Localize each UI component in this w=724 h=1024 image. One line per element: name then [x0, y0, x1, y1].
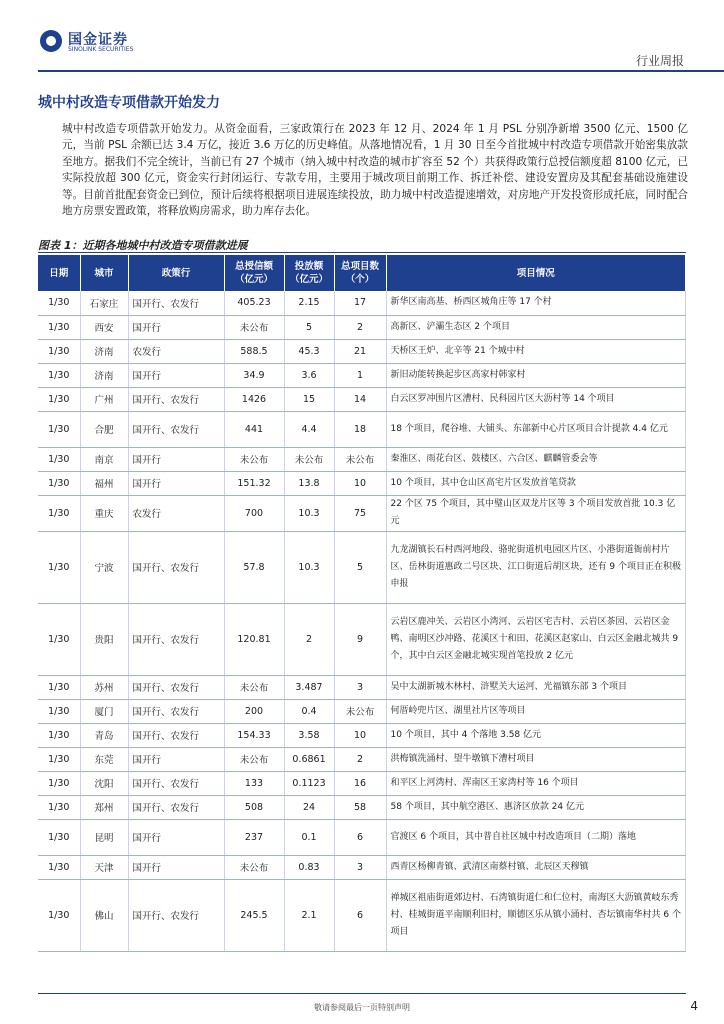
cell-detail: 18 个项目，爬谷堆、大铺头、东部新中心片区项目合计提款 4.4 亿元	[386, 411, 686, 447]
cell-credit: 154.33	[224, 723, 284, 747]
cell-count: 5	[334, 531, 386, 603]
header-detail: 项目情况	[386, 255, 686, 291]
cell-city: 济南	[80, 363, 128, 387]
cell-detail: 高新区、浐灞生态区 2 个项目	[386, 315, 686, 339]
cell-bank: 国开行	[128, 819, 224, 855]
cell-credit: 245.5	[224, 879, 284, 951]
cell-bank: 国开行、农发行	[128, 603, 224, 675]
logo-english-name: SINOLINK SECURITIES	[68, 46, 134, 53]
cell-loan: 15	[284, 387, 334, 411]
header-loan-line2: （亿元）	[289, 274, 328, 285]
cell-count: 75	[334, 495, 386, 531]
cell-count: 14	[334, 387, 386, 411]
page-number: 4	[690, 999, 698, 1013]
cell-detail: 10 个项目，其中 4 个落地 3.58 亿元	[386, 723, 686, 747]
cell-count: 58	[334, 795, 386, 819]
cell-date: 1/30	[38, 819, 80, 855]
cell-loan: 45.3	[284, 339, 334, 363]
cell-loan: 3.6	[284, 363, 334, 387]
cell-city: 济南	[80, 339, 128, 363]
cell-count: 16	[334, 771, 386, 795]
cell-detail: 58 个项目，其中航空港区、惠济区放款 24 亿元	[386, 795, 686, 819]
cell-detail: 和平区上河湾村、浑南区王家湾村等 16 个项目	[386, 771, 686, 795]
cell-detail: 新华区南高基、桥西区城角庄等 17 个村	[386, 291, 686, 315]
cell-loan: 0.1	[284, 819, 334, 855]
cell-date: 1/30	[38, 363, 80, 387]
cell-bank: 国开行、农发行	[128, 675, 224, 699]
cell-credit: 1426	[224, 387, 284, 411]
cell-city: 广州	[80, 387, 128, 411]
table-row	[38, 603, 686, 675]
table-row	[38, 699, 686, 723]
cell-bank: 国开行、农发行	[128, 723, 224, 747]
cell-date: 1/30	[38, 795, 80, 819]
report-type: 行业周报	[635, 54, 684, 68]
cell-city: 重庆	[80, 495, 128, 531]
header-count-line1: 总项目数	[340, 261, 379, 272]
cell-city: 西安	[80, 315, 128, 339]
figure-divider	[38, 252, 686, 253]
cell-loan: 0.1123	[284, 771, 334, 795]
table-row	[38, 387, 686, 411]
cell-loan: 2	[284, 603, 334, 675]
cell-date: 1/30	[38, 447, 80, 471]
cell-date: 1/30	[38, 531, 80, 603]
cell-credit: 588.5	[224, 339, 284, 363]
cell-date: 1/30	[38, 603, 80, 675]
cell-loan: 4.4	[284, 411, 334, 447]
cell-count: 10	[334, 471, 386, 495]
loan-progress-table	[38, 255, 686, 952]
cell-detail: 何厝岭兜片区、湖里社片区等项目	[386, 699, 686, 723]
table-row	[38, 315, 686, 339]
header-loan-line1: 投放额	[294, 261, 324, 272]
cell-credit: 237	[224, 819, 284, 855]
cell-detail: 新旧动能转换起步区高家村韩家村	[386, 363, 686, 387]
cell-bank: 国开行	[128, 363, 224, 387]
cell-credit: 未公布	[224, 855, 284, 879]
cell-credit: 405.23	[224, 291, 284, 315]
cell-detail: 白云区罗冲围片区漕村、民科园片区大沥村等 14 个项目	[386, 387, 686, 411]
cell-detail: 10 个项目，其中仓山区高宅片区发放首笔贷款	[386, 471, 686, 495]
cell-credit: 151.32	[224, 471, 284, 495]
cell-date: 1/30	[38, 471, 80, 495]
cell-credit: 未公布	[224, 675, 284, 699]
cell-count: 9	[334, 603, 386, 675]
cell-bank: 农发行	[128, 339, 224, 363]
cell-detail: 洪梅镇洗涌村、望牛墩镇下漕村项目	[386, 747, 686, 771]
table-row	[38, 495, 686, 531]
table-row	[38, 795, 686, 819]
cell-loan: 10.3	[284, 531, 334, 603]
table-row	[38, 771, 686, 795]
table-row	[38, 471, 686, 495]
logo-icon	[40, 30, 62, 52]
cell-date: 1/30	[38, 339, 80, 363]
cell-city: 佛山	[80, 879, 128, 951]
cell-city: 贵阳	[80, 603, 128, 675]
cell-city: 东莞	[80, 747, 128, 771]
cell-loan: 3.487	[284, 675, 334, 699]
cell-count: 10	[334, 723, 386, 747]
cell-loan: 0.83	[284, 855, 334, 879]
table-row	[38, 723, 686, 747]
cell-bank: 国开行、农发行	[128, 387, 224, 411]
cell-date: 1/30	[38, 291, 80, 315]
cell-detail: 云岩区鹿冲关、云岩区小湾河、云岩区宅吉村、云岩区茶园、云岩区金鸭、南明区沙冲路、花溪区十和田、花溪区赵家山、白云区金融北城共 9 个，其中白云区金融北城实现首笔投放 2 亿元	[386, 603, 686, 675]
header-loan	[284, 255, 334, 291]
table-row	[38, 447, 686, 471]
cell-bank: 国开行、农发行	[128, 699, 224, 723]
table-row	[38, 879, 686, 951]
cell-credit: 34.9	[224, 363, 284, 387]
cell-count: 未公布	[334, 699, 386, 723]
cell-detail: 禅城区祖庙街道郊边村、石湾镇街道仁和仁位村，南海区大沥镇黄岐东秀村、桂城街道平南顺利旧村，顺德区乐从镇小涌村、杏坛镇南华村共 6 个项目	[386, 879, 686, 951]
section-title: 城中村改造专项借款开始发力	[38, 95, 220, 111]
cell-bank: 农发行	[128, 495, 224, 531]
cell-credit: 441	[224, 411, 284, 447]
cell-city: 福州	[80, 471, 128, 495]
section-paragraph: 城中村改造专项借款开始发力。从资金面看，三家政策行在 2023 年 12 月、2024 年 1 月 PSL 分别净新增 3500 亿元、1500 亿元，当前 PSL 余额已达 3.4 万亿，接近 3.6 万亿的历史峰值。从落地情况看，1 月 30 日至今首批城中村改造专项借款开始密集放款至地方。据我们不完全统计，当前已有 27 个城市（纳入城中村改造的城市扩容至 52 个）共获得政策行总授信额度超 8100 亿元，已实际投放超 300 亿元，资金实行封闭运行、专款专用，主要用于城改项目前期工作、拆迁补偿、建设安置房及其配套基础设施建设等。目前首批配套资金已到位，预计后续将根据项目进展连续投放，助力城中村改造提速增效，对房地产开发投资形成托底，同时配合地方房票安置政策，将释放购房需求，助力库存去化。	[62, 123, 688, 218]
cell-loan: 2.15	[284, 291, 334, 315]
cell-loan: 13.8	[284, 471, 334, 495]
cell-date: 1/30	[38, 387, 80, 411]
cell-count: 18	[334, 411, 386, 447]
cell-bank: 国开行、农发行	[128, 531, 224, 603]
cell-date: 1/30	[38, 771, 80, 795]
cell-loan: 未公布	[284, 447, 334, 471]
header-date: 日期	[38, 255, 80, 291]
cell-date: 1/30	[38, 495, 80, 531]
table-row	[38, 291, 686, 315]
cell-credit: 57.8	[224, 531, 284, 603]
cell-date: 1/30	[38, 879, 80, 951]
header-count	[334, 255, 386, 291]
cell-count: 2	[334, 315, 386, 339]
table-row	[38, 855, 686, 879]
cell-city: 昆明	[80, 819, 128, 855]
cell-bank: 国开行、农发行	[128, 411, 224, 447]
cell-loan: 10.3	[284, 495, 334, 531]
cell-bank: 国开行、农发行	[128, 879, 224, 951]
cell-date: 1/30	[38, 315, 80, 339]
cell-bank: 国开行	[128, 747, 224, 771]
cell-date: 1/30	[38, 723, 80, 747]
table-row	[38, 675, 686, 699]
cell-bank: 国开行	[128, 855, 224, 879]
table-row	[38, 339, 686, 363]
cell-count: 6	[334, 819, 386, 855]
cell-bank: 国开行	[128, 471, 224, 495]
cell-detail: 22 个区 75 个项目，其中璧山区双龙片区等 3 个项目发放首批 10.3 亿元	[386, 495, 686, 531]
table-header-row	[38, 255, 686, 291]
cell-date: 1/30	[38, 747, 80, 771]
table-row	[38, 531, 686, 603]
header-city: 城市	[80, 255, 128, 291]
header-credit-line2: （亿元）	[234, 274, 273, 285]
cell-loan: 2.1	[284, 879, 334, 951]
cell-city: 青岛	[80, 723, 128, 747]
table-row	[38, 819, 686, 855]
header-divider	[38, 70, 724, 72]
cell-count: 6	[334, 879, 386, 951]
cell-detail: 西青区杨柳青镇、武清区南蔡村镇、北辰区天穆镇	[386, 855, 686, 879]
cell-credit: 120.81	[224, 603, 284, 675]
footer-divider	[38, 993, 686, 994]
cell-credit: 未公布	[224, 315, 284, 339]
cell-count: 17	[334, 291, 386, 315]
cell-city: 天津	[80, 855, 128, 879]
cell-credit: 未公布	[224, 447, 284, 471]
cell-bank: 国开行	[128, 447, 224, 471]
cell-loan: 5	[284, 315, 334, 339]
cell-credit: 133	[224, 771, 284, 795]
cell-loan: 24	[284, 795, 334, 819]
table-row	[38, 747, 686, 771]
cell-date: 1/30	[38, 411, 80, 447]
header-credit-line1: 总授信额	[234, 261, 273, 272]
cell-date: 1/30	[38, 699, 80, 723]
header-bank: 政策行	[128, 255, 224, 291]
cell-credit: 700	[224, 495, 284, 531]
cell-detail: 天桥区王炉、北辛等 21 个城中村	[386, 339, 686, 363]
cell-loan: 0.4	[284, 699, 334, 723]
cell-city: 厦门	[80, 699, 128, 723]
header-credit	[224, 255, 284, 291]
cell-date: 1/30	[38, 855, 80, 879]
cell-city: 沈阳	[80, 771, 128, 795]
cell-credit: 508	[224, 795, 284, 819]
cell-detail: 秦淮区、雨花台区、鼓楼区、六合区、麒麟管委会等	[386, 447, 686, 471]
cell-count: 1	[334, 363, 386, 387]
cell-date: 1/30	[38, 675, 80, 699]
cell-credit: 200	[224, 699, 284, 723]
cell-detail: 吴中太湖新城木林村、浒墅关大运河、光福镇东部 3 个项目	[386, 675, 686, 699]
cell-city: 宁波	[80, 531, 128, 603]
table-row	[38, 411, 686, 447]
footer-disclaimer: 敬请参阅最后一页特别声明	[314, 1003, 410, 1012]
cell-bank: 国开行、农发行	[128, 291, 224, 315]
logo-chinese-name: 国金证券	[68, 32, 128, 48]
cell-detail: 官渡区 6 个项目，其中普自社区城中村改造项目（二期）落地	[386, 819, 686, 855]
figure-title: 图表 1：近期各地城中村改造专项借款进展	[38, 239, 248, 252]
table-row	[38, 363, 686, 387]
cell-count: 3	[334, 675, 386, 699]
company-logo	[38, 26, 178, 56]
header-count-line2: （个）	[345, 274, 375, 285]
cell-city: 苏州	[80, 675, 128, 699]
cell-credit: 未公布	[224, 747, 284, 771]
cell-count: 未公布	[334, 447, 386, 471]
cell-city: 合肥	[80, 411, 128, 447]
cell-count: 3	[334, 855, 386, 879]
page-header	[38, 26, 724, 72]
cell-loan: 0.6861	[284, 747, 334, 771]
cell-city: 石家庄	[80, 291, 128, 315]
cell-city: 南京	[80, 447, 128, 471]
cell-loan: 3.58	[284, 723, 334, 747]
cell-count: 2	[334, 747, 386, 771]
cell-city: 郑州	[80, 795, 128, 819]
cell-bank: 国开行、农发行	[128, 795, 224, 819]
cell-count: 21	[334, 339, 386, 363]
cell-bank: 国开行、农发行	[128, 771, 224, 795]
cell-detail: 九龙湖镇长石村西河地段、骆驼街道机电园区片区、小港街道衙前村片区、岳林街道惠政二号区块、江口街道后胡区块，还有 9 个项目正在积极申报	[386, 531, 686, 603]
cell-bank: 国开行	[128, 315, 224, 339]
